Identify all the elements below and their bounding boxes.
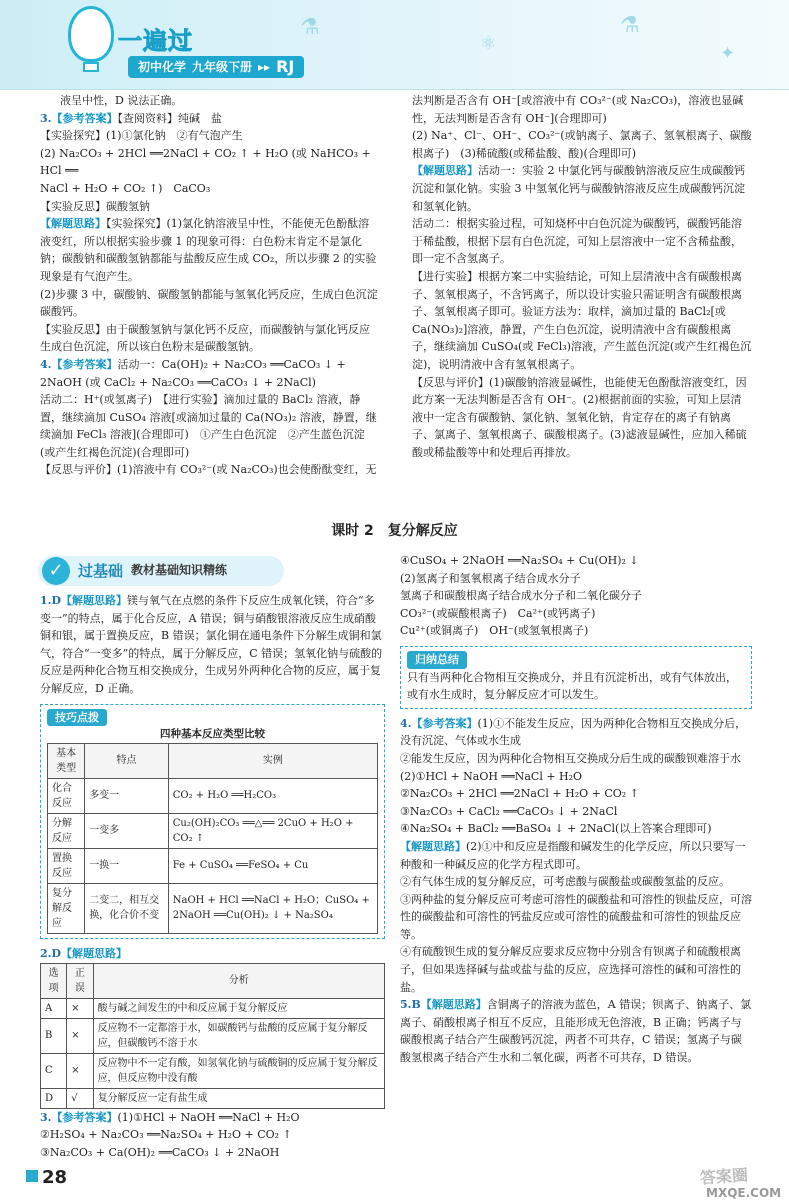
options-table-cell: A xyxy=(41,998,67,1018)
options-table-cell: × xyxy=(67,1018,93,1053)
arrow-icon: ▸▸ xyxy=(258,60,271,74)
reaction-table-row xyxy=(48,813,378,848)
question-4 xyxy=(400,715,752,750)
atom-icon: ⚛ xyxy=(480,33,497,54)
options-table-cell: D xyxy=(41,1088,67,1108)
answer-text: 活动一：Ca(OH)₂ + Na₂CO₃ ══CaCO₃ ↓ + 2NaOH (或 CaCl₂ + Na₂CO₃ ══CaCO₃ ↓ + 2NaCl) xyxy=(40,357,346,389)
solution-body: 【实验探究】(1)氯化钠溶液呈中性，不能使无色酚酞溶液变红，所以根据实验步骤 1 的现象可得：白色粉末肯定不是氯化钠；碳酸钠和碳酸氢钠都能与盐酸反应生成 CO₂，所以步骤 2 的实验现象是有气泡产生。 xyxy=(40,217,377,283)
tip-label: 技巧点拨 xyxy=(47,709,107,727)
options-table-cell: × xyxy=(67,1053,93,1088)
solution-tag: 【解题思路】 xyxy=(61,946,128,960)
options-table-header-cell: 选项 xyxy=(41,963,67,998)
answer-tag: 【参考答案】 xyxy=(51,1110,118,1124)
options-table-cell: 反应物不一定都溶于水，如碳酸钙与盐酸的反应属于复分解反应，但碳酸钙不溶于水 xyxy=(93,1018,384,1053)
question-number: 5.B xyxy=(400,998,421,1012)
solution-text: ③两种盐的复分解反应可考虑可溶性的碳酸盐和可溶性的钡盐反应，可溶性的碳酸盐和可溶性的钙盐反应或可溶性的硫酸盐和可溶性的钡盐反应等。 xyxy=(400,892,752,941)
tip-box xyxy=(40,704,385,939)
options-table-row xyxy=(41,998,385,1018)
reaction-table-header-cell: 实例 xyxy=(168,743,377,778)
options-table-cell: √ xyxy=(67,1088,93,1108)
options-table-header-cell: 分析 xyxy=(93,963,384,998)
reaction-table-cell: NaOH + HCl ══NaCl + H₂O；CuSO₄ + 2NaOH ══Cu(OH)₂ ↓ + Na₂SO₄ xyxy=(168,883,377,933)
solution-tag: 【解题思路】 xyxy=(420,998,487,1012)
solution-tag: 【解题思路】 xyxy=(40,217,106,231)
options-table-cell: C xyxy=(41,1053,67,1088)
options-table-cell: B xyxy=(41,1018,67,1053)
answer-text: ②Na₂CO₃ + 2HCl ══2NaCl + H₂O + CO₂ ↑ xyxy=(400,787,639,801)
options-table-cell: 酸与碱之间发生的中和反应属于复分解反应 xyxy=(93,998,384,1018)
reaction-table-cell: 二变二，相互交换，化合价不变 xyxy=(85,883,169,933)
answer-text: NaCl + H₂O + CO₂ ↑) CaCO₃ xyxy=(40,181,211,195)
page-marker-icon xyxy=(26,1170,38,1182)
reaction-table-cell: 分解反应 xyxy=(48,813,85,848)
answer-text: (2) Na₂CO₃ + 2HCl ══2NaCl + CO₂ ↑ + H₂O (或 NaHCO₃ + HCl ══ xyxy=(40,146,371,178)
reaction-table-cell: 一换一 xyxy=(85,848,169,883)
reaction-table-cell: CO₂ + H₂O ══H₂CO₃ xyxy=(168,778,377,813)
solution-text xyxy=(40,215,380,285)
question-1 xyxy=(40,592,385,698)
answer-text: ③Na₂CO₃ + CaCl₂ ══CaCO₃ ↓ + 2NaCl xyxy=(400,804,618,818)
answer-text: (2) Na⁺、Cl⁻、OH⁻、CO₃²⁻(或钠离子、氯离子、氢氧根离子、碳酸根离子) (3)稀硫酸(或稀盐酸、酸)(合理即可) xyxy=(412,129,752,160)
right-column-bottom xyxy=(400,552,752,1067)
answer-text: ④Na₂SO₄ + BaCl₂ ══BaSO₄ ↓ + 2NaCl(以上答案合理即可) xyxy=(400,822,712,836)
reaction-table-cell: 置换反应 xyxy=(48,848,85,883)
watermark-logo: 答案圈 xyxy=(699,1165,749,1188)
flask-icon: ⚗ xyxy=(300,15,320,40)
question-number: 4. xyxy=(400,716,412,730)
left-column-bottom xyxy=(40,592,385,1161)
answer-text: CO₃²⁻(或碳酸根离子) Ca²⁺(或钙离子) xyxy=(400,606,596,620)
reaction-table-cell: Fe + CuSO₄ ══FeSO₄ + Cu xyxy=(168,848,377,883)
summary-box xyxy=(400,646,752,709)
solution-text: 活动二：根据实验过程，可知烧杯中白色沉淀为碳酸钙，碳酸钙能溶于稀盐酸，根据下层有白色沉淀，可知上层溶液中一定不含稀盐酸，即一定不含氢离子。 xyxy=(412,217,742,266)
reaction-table-row xyxy=(48,778,378,813)
reaction-table-row xyxy=(48,848,378,883)
reaction-table-cell: 复分解反应 xyxy=(48,883,85,933)
summary-text: 只有当两种化合物相互交换成分，并且有沉淀析出，或有气体放出，或有水生成时，复分解反应才可以发生。 xyxy=(407,670,737,702)
options-table-header-cell: 正误 xyxy=(67,963,93,998)
solution-tag: 【解题思路】 xyxy=(61,594,128,607)
answer-text: ④CuSO₄ + 2NaOH ══Na₂SO₄ + Cu(OH)₂ ↓ xyxy=(400,554,639,567)
solution-body: 镁与氧气在点燃的条件下反应生成氧化镁，符合“多变一”的特点，属于化合反应，A 错误；铜与硝酸银溶液反应生成硝酸铜和银，属于置换反应，B 错误；氯化铜在通电条件下分解生成铜和氯气，符合“一变多”的特点，属于分解反应，C 错误；氢氧化钠与硫酸的反应是两种化合物互相交换成分，生成另外两种化合物的反应，属于复分解反应，D 正确。 xyxy=(40,594,383,695)
answer-text: (2)氢离子和氢氧根离子结合成水分子 xyxy=(400,571,581,585)
reaction-table-cell: 一变多 xyxy=(85,813,169,848)
solution-text xyxy=(400,838,752,873)
answer-text: 【实验反思】碳酸氢钠 xyxy=(40,199,150,213)
answer-text: 法判断是否含有 OH⁻[或溶液中有 CO₃²⁻(或 Na₂CO₃)，溶液也显碱性，无法判断是否含有 OH⁻](合理即可) xyxy=(412,94,744,125)
banner-label: 过基础 xyxy=(78,562,124,580)
check-icon: ✓ xyxy=(42,557,70,585)
answer-text: ②能发生反应，因为两种化合物相互交换成分后生成的碳酸钡难溶于水 xyxy=(400,751,741,765)
reaction-table-cell: 多变一 xyxy=(85,778,169,813)
options-table-cell: 复分解反应一定有盐生成 xyxy=(93,1088,384,1108)
options-table xyxy=(40,963,385,1109)
answer-text: (1)①不能发生反应，因为两种化合物相互交换成分后，没有沉淀、气体或水生成 xyxy=(400,716,747,748)
reaction-types-table xyxy=(47,743,378,934)
reaction-table-header-cell: 基本类型 xyxy=(48,743,85,778)
header xyxy=(0,0,789,90)
options-table-row xyxy=(41,1018,385,1053)
answer-tag: 【参考答案】 xyxy=(51,357,118,371)
summary-label: 归纳总结 xyxy=(407,651,467,669)
lesson-title: 课时 2 复分解反应 xyxy=(331,523,458,539)
watermark-url: MXQE.COM xyxy=(706,1186,782,1200)
answer-tag: 【参考答案】 xyxy=(51,111,118,125)
options-table-row xyxy=(41,1088,385,1108)
answer-text: (1)①HCl + NaOH ══NaCl + H₂O xyxy=(117,1110,300,1124)
footer xyxy=(0,1160,789,1200)
options-table-row xyxy=(41,1053,385,1088)
reaction-table-cell: Cu₂(OH)₂CO₃ ══△══ 2CuO + H₂O + CO₂ ↑ xyxy=(168,813,377,848)
reaction-table-cell: 化合反应 xyxy=(48,778,85,813)
banner-subtitle: 教材基础知识精练 xyxy=(131,563,228,578)
tip-title: 四种基本反应类型比较 xyxy=(160,728,265,741)
question-number: 2.D xyxy=(40,946,62,960)
text-line: 液呈中性，D 说法正确。 xyxy=(60,94,183,107)
solution-text: 【实验反思】由于碳酸氢钠与氯化钙不反应，而碳酸钠与氯化钙反应生成白色沉淀，所以该白色粉末是碳酸氢钠。 xyxy=(40,322,370,354)
options-table-cell: × xyxy=(67,998,93,1018)
reaction-table-header-cell: 特点 xyxy=(85,743,169,778)
question-number: 3. xyxy=(40,1110,52,1124)
question-number: 3. xyxy=(40,111,52,125)
answer-text: (2)①HCl + NaOH ══NaCl + H₂O xyxy=(400,769,583,783)
question-3 xyxy=(40,1109,385,1127)
reaction-table-row xyxy=(48,883,378,933)
answer-text: 【实验探究】(1)①氯化钠 ②有气泡产生 xyxy=(40,129,243,143)
solution-tag: 【解题思路】 xyxy=(412,164,478,178)
right-column-top xyxy=(412,92,752,461)
solution-body: 含铜离子的溶液为蓝色，A 错误；钡离子、钠离子、氯离子、硝酸根离子相互不反应，且能形成无色溶液，B 正确；钙离子与碳酸根离子结合产生碳酸钙沉淀，两者不可共存，C 错误；氢离子与碳酸氢根离子结合产生水和二氧化碳，两者不可共存，D 错误。 xyxy=(400,998,752,1065)
beaker-icon: ⚗ xyxy=(620,13,640,38)
solution-tag: 【解题思路】 xyxy=(400,839,466,853)
question-number: 1.D xyxy=(40,594,62,607)
answer-text: 氢离子和碳酸根离子结合成水分子和二氧化碳分子 xyxy=(400,589,642,603)
brand-title: 一遍过 xyxy=(118,27,193,55)
options-table-cell: 反应物中不一定有酸，如氢氧化钠与硫酸铜的反应属于复分解反应，但反应物中没有酸 xyxy=(93,1053,384,1088)
left-column-top xyxy=(40,92,380,479)
grade-label: 九年级下册 xyxy=(192,60,253,74)
solution-body: 活动一：实验 2 中氯化钙与碳酸钠溶液反应生成碳酸钙沉淀和氯化钠。实验 3 中氢氧化钙与碳酸钠溶液反应生成碳酸钙沉淀和氢氧化钠。 xyxy=(412,164,745,213)
answer-text: ③Na₂CO₃ + Ca(OH)₂ ══CaCO₃ ↓ + 2NaOH xyxy=(40,1145,280,1159)
solution-body: (2)①中和反应是指酸和碱发生的化学反应，所以只要写一种酸和一种碱反应的化学方程式即可。 xyxy=(400,839,746,871)
answer-text: Cu²⁺(或铜离子) OH⁻(或氢氧根离子) xyxy=(400,624,589,638)
question-2 xyxy=(40,945,385,963)
answer-tag: 【参考答案】 xyxy=(411,716,478,730)
page-number: 28 xyxy=(42,1167,68,1188)
answer-text: ②H₂SO₄ + Na₂CO₃ ══Na₂SO₄ + H₂O + CO₂ ↑ xyxy=(40,1128,292,1142)
subtitle-bar xyxy=(128,56,304,78)
question-3-answer xyxy=(40,110,380,128)
section-banner xyxy=(38,556,284,586)
question-5 xyxy=(400,996,752,1066)
solution-text: ④有硫酸钡生成的复分解反应要求反应物中分别含有钡离子和硫酸根离子，但如果选择碱与盐或盐与盐的反应，应选择可溶性的碱和可溶性的盐。 xyxy=(400,945,741,994)
solution-text: (2)步骤 3 中，碳酸钠、碳酸氢钠都能与氢氧化钙反应，生成白色沉淀碳酸钙。 xyxy=(40,287,378,319)
answer-text: 活动二：H⁺(或氢离子) 【进行实验】滴加过量的 BaCl₂ 溶液，静置，继续滴加 CuSO₄ 溶液[或滴加过量的 Ca(NO₃)₂ 溶液，静置，继续滴加 FeCl₃ 溶液](合理即可) ①产生白色沉淀 ②产生蓝色沉淀(或产生红褐色沉淀)(合理即可) xyxy=(40,393,377,459)
question-4-answer xyxy=(40,356,380,391)
solution-text xyxy=(412,162,752,215)
answer-text: 【查阅资料】纯碱 盐 xyxy=(117,111,222,125)
subject-label: 初中化学 xyxy=(138,60,187,74)
solution-text: 【反思与评价】(1)碳酸钠溶液显碱性，也能使无色酚酞溶液变红，因此方案一无法判断是否含有 OH⁻。(2)根据前面的实验，可知上层清液中一定含有碳酸钠、氯化钠、氢氧化钠，肯定存在的离子有钠离子、氯离子、氢氧根离子、碳酸根离子。(3)滤液显碱性，应加入稀硫酸或稀盐酸等中和处理后再排放。 xyxy=(412,375,747,459)
question-number: 4. xyxy=(40,357,52,371)
edition-label: RJ xyxy=(276,57,295,76)
solution-text: ②有气体生成的复分解反应，可考虑酸与碳酸盐或碳酸氢盐的反应。 xyxy=(400,875,730,889)
solution-text: 【进行实验】根据方案二中实验结论，可知上层清液中含有碳酸根离子、氢氧根离子，不含钙离子，所以设计实验只需证明含有碳酸根离子、氢氧根离子即可。验证方法为：取样，滴加过量的 BaCl₂[或 Ca(NO₃)₂]溶液，静置，产生白色沉淀，说明清液中含有碳酸根离子，继续滴加 CuSO₄(或 FeCl₃)溶液，产生蓝色沉淀(或产生红褐色沉淀)，说明清液中含有氢氧根离子。 xyxy=(412,269,752,371)
balloon-basket-icon xyxy=(83,62,99,72)
balloon-logo-icon xyxy=(68,6,114,62)
star-icon: ✦ xyxy=(720,43,736,64)
answer-text: 【反思与评价】(1)溶液中有 CO₃²⁻(或 Na₂CO₃)也会使酚酞变红，无 xyxy=(40,463,377,477)
